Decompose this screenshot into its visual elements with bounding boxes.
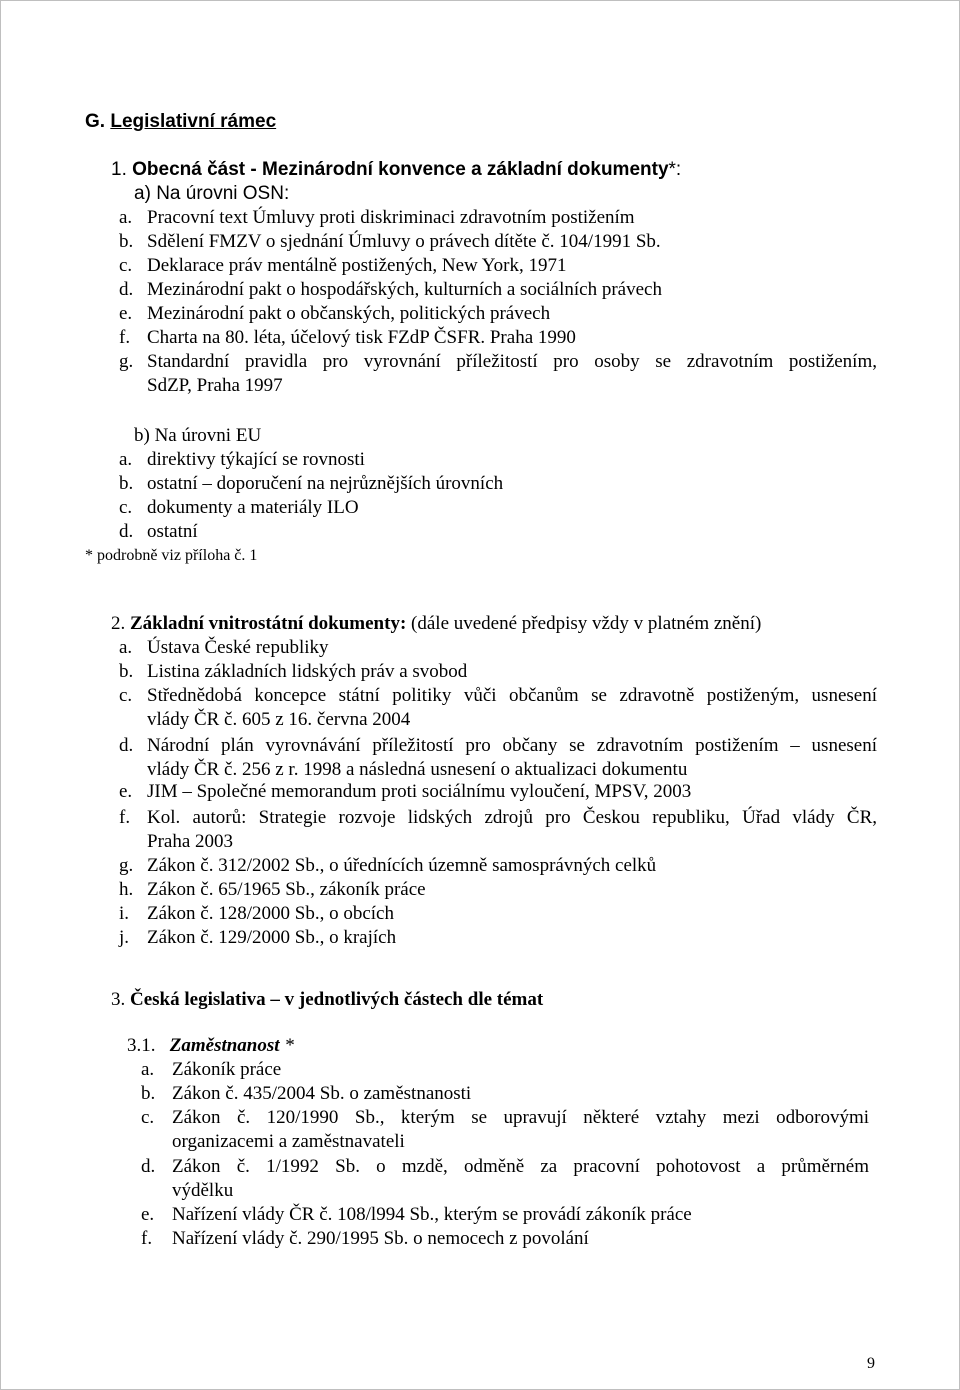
list-item: Nařízení vlády č. 290/1995 Sb. o nemocech z povolání — [172, 1228, 589, 1249]
section-3-number: 3. — [111, 989, 126, 1010]
list-item-label: d. — [141, 1156, 156, 1177]
section-1-number: 1. — [111, 159, 127, 180]
subsection-b-label: b) — [134, 425, 150, 446]
section-1-title-suffix: *: — [668, 159, 682, 180]
list-item: Deklarace práv mentálně postižených, New York, 1971 — [147, 255, 567, 276]
subsection-suffix: * — [284, 1035, 294, 1056]
list-item: direktivy týkající se rovnosti — [147, 449, 365, 470]
list-item-label: a. — [119, 637, 133, 658]
page-number: 9 — [867, 1355, 875, 1372]
list-item: Zákon č. 120/1990 Sb., kterým se upravují některé vztahy mezi odborovými — [172, 1107, 869, 1128]
list-item-continuation: vlády ČR č. 605 z 16. června 2004 — [147, 709, 411, 730]
list-item-label: e. — [119, 303, 133, 324]
list-item: Kol. autorů: Strategie rozvoje lidských zdrojů pro Českou republiku, Úřad vlády ČR, — [147, 807, 877, 828]
list-item-continuation: vlády ČR č. 256 z r. 1998 a následná usnesení o aktualizaci dokumentu — [147, 759, 688, 780]
list-item-label: a. — [119, 449, 133, 470]
list-item: Zákon č. 1/1992 Sb. o mzdě, odměně za pracovní pohotovost a průměrném — [172, 1156, 869, 1177]
list-item-label: c. — [141, 1107, 155, 1128]
list-item: Střednědobá koncepce státní politiky vůči občanům se zdravotně postiženým, usnesení — [147, 685, 877, 706]
list-item-label: f. — [119, 807, 131, 828]
list-item: Nařízení vlády ČR č. 108/l994 Sb., kterým se provádí zákoník práce — [172, 1204, 692, 1225]
list-item-label: e. — [141, 1204, 155, 1225]
list-item-label: a. — [141, 1059, 155, 1080]
list-item-label: b. — [141, 1083, 156, 1104]
list-item-continuation: výdělku — [172, 1180, 234, 1201]
list-item-label: d. — [119, 279, 134, 300]
list-item: Zákon č. 128/2000 Sb., o obcích — [147, 903, 394, 924]
subsection-title: Zaměstnanost — [169, 1035, 280, 1056]
list-item: ostatní – doporučení na nejrůznějších úrovních — [147, 473, 504, 494]
list-item: JIM – Společné memorandum proti sociálnímu vyloučení, MPSV, 2003 — [147, 781, 692, 802]
section-2-title — [111, 613, 761, 635]
list-item-label: c. — [119, 255, 133, 276]
section-2-title-suffix: (dále uvedené předpisy vždy v platném znění) — [411, 613, 762, 634]
subsection-b-heading — [134, 425, 261, 447]
subsection-b-text: Na úrovni EU — [154, 425, 262, 446]
list-item-label: g. — [119, 351, 134, 372]
list-item-label: b. — [119, 661, 134, 682]
list-item-continuation: Praha 2003 — [147, 831, 234, 852]
heading-title: Legislativní rámec — [110, 111, 277, 132]
list-item-label: c. — [119, 685, 133, 706]
list-item: Mezinárodní pakt o občanských, politických právech — [147, 303, 551, 324]
list-item-label: g. — [119, 855, 134, 876]
list-item: Standardní pravidla pro vyrovnání příležitostí pro osoby se zdravotním postižením, — [147, 351, 877, 372]
list-item-label: e. — [119, 781, 133, 802]
list-item: Sdělení FMZV o sjednání Úmluvy o právech dítěte č. 104/1991 Sb. — [147, 231, 661, 252]
section-2-number: 2. — [111, 613, 126, 634]
list-item-label: b. — [119, 231, 134, 252]
list-item: Listina základních lidských práv a svobod — [147, 661, 468, 682]
list-item: Zákon č. 65/1965 Sb., zákoník práce — [147, 879, 426, 900]
list-item-continuation: SdZP, Praha 1997 — [147, 375, 283, 396]
list-item-continuation: organizacemi a zaměstnavateli — [172, 1131, 405, 1152]
section-3-title-text: Česká legislativa – v jednotlivých částech dle témat — [130, 989, 544, 1010]
subsection-a-text: Na úrovni OSN: — [156, 183, 290, 204]
footnote: * podrobně viz příloha č. 1 — [85, 547, 258, 564]
subsection-3-1-heading — [127, 1035, 294, 1057]
section-heading — [85, 111, 276, 133]
list-item: dokumenty a materiály ILO — [147, 497, 359, 518]
list-item: Charta na 80. léta, účelový tisk FZdP ČSFR. Praha 1990 — [147, 327, 576, 348]
list-item: Pracovní text Úmluvy proti diskriminaci zdravotním postižením — [147, 207, 635, 228]
section-1-title-text: Obecná část - Mezinárodní konvence a základní dokumenty — [132, 159, 669, 180]
section-3-title — [111, 989, 543, 1011]
list-item: Ústava České republiky — [147, 637, 329, 658]
list-item: ostatní — [147, 521, 198, 542]
section-1-title — [111, 159, 681, 181]
list-item: Zákon č. 435/2004 Sb. o zaměstnanosti — [172, 1083, 472, 1104]
list-item-label: i. — [119, 903, 130, 924]
list-item-label: j. — [119, 927, 130, 948]
list-item: Národní plán vyrovnávání příležitostí pro občany se zdravotním postižením – usnesení — [147, 735, 877, 756]
list-item: Zákon č. 312/2002 Sb., o úřednících územně samosprávných celků — [147, 855, 657, 876]
subsection-number: 3.1. — [127, 1035, 156, 1056]
subsection-a-heading — [134, 183, 289, 205]
subsection-a-label: a) — [134, 183, 151, 204]
list-item-label: f. — [119, 327, 131, 348]
list-item-label: b. — [119, 473, 134, 494]
list-item: Mezinárodní pakt o hospodářských, kulturních a sociálních právech — [147, 279, 662, 300]
list-item-label: d. — [119, 521, 134, 542]
list-item-label: a. — [119, 207, 133, 228]
list-item-label: h. — [119, 879, 134, 900]
heading-letter: G. — [85, 111, 106, 132]
list-item-label: d. — [119, 735, 134, 756]
list-item-label: c. — [119, 497, 133, 518]
section-2-title-text: Základní vnitrostátní dokumenty: — [130, 613, 407, 634]
list-item: Zákoník práce — [172, 1059, 282, 1080]
list-item-label: f. — [141, 1228, 153, 1249]
list-item: Zákon č. 129/2000 Sb., o krajích — [147, 927, 397, 948]
